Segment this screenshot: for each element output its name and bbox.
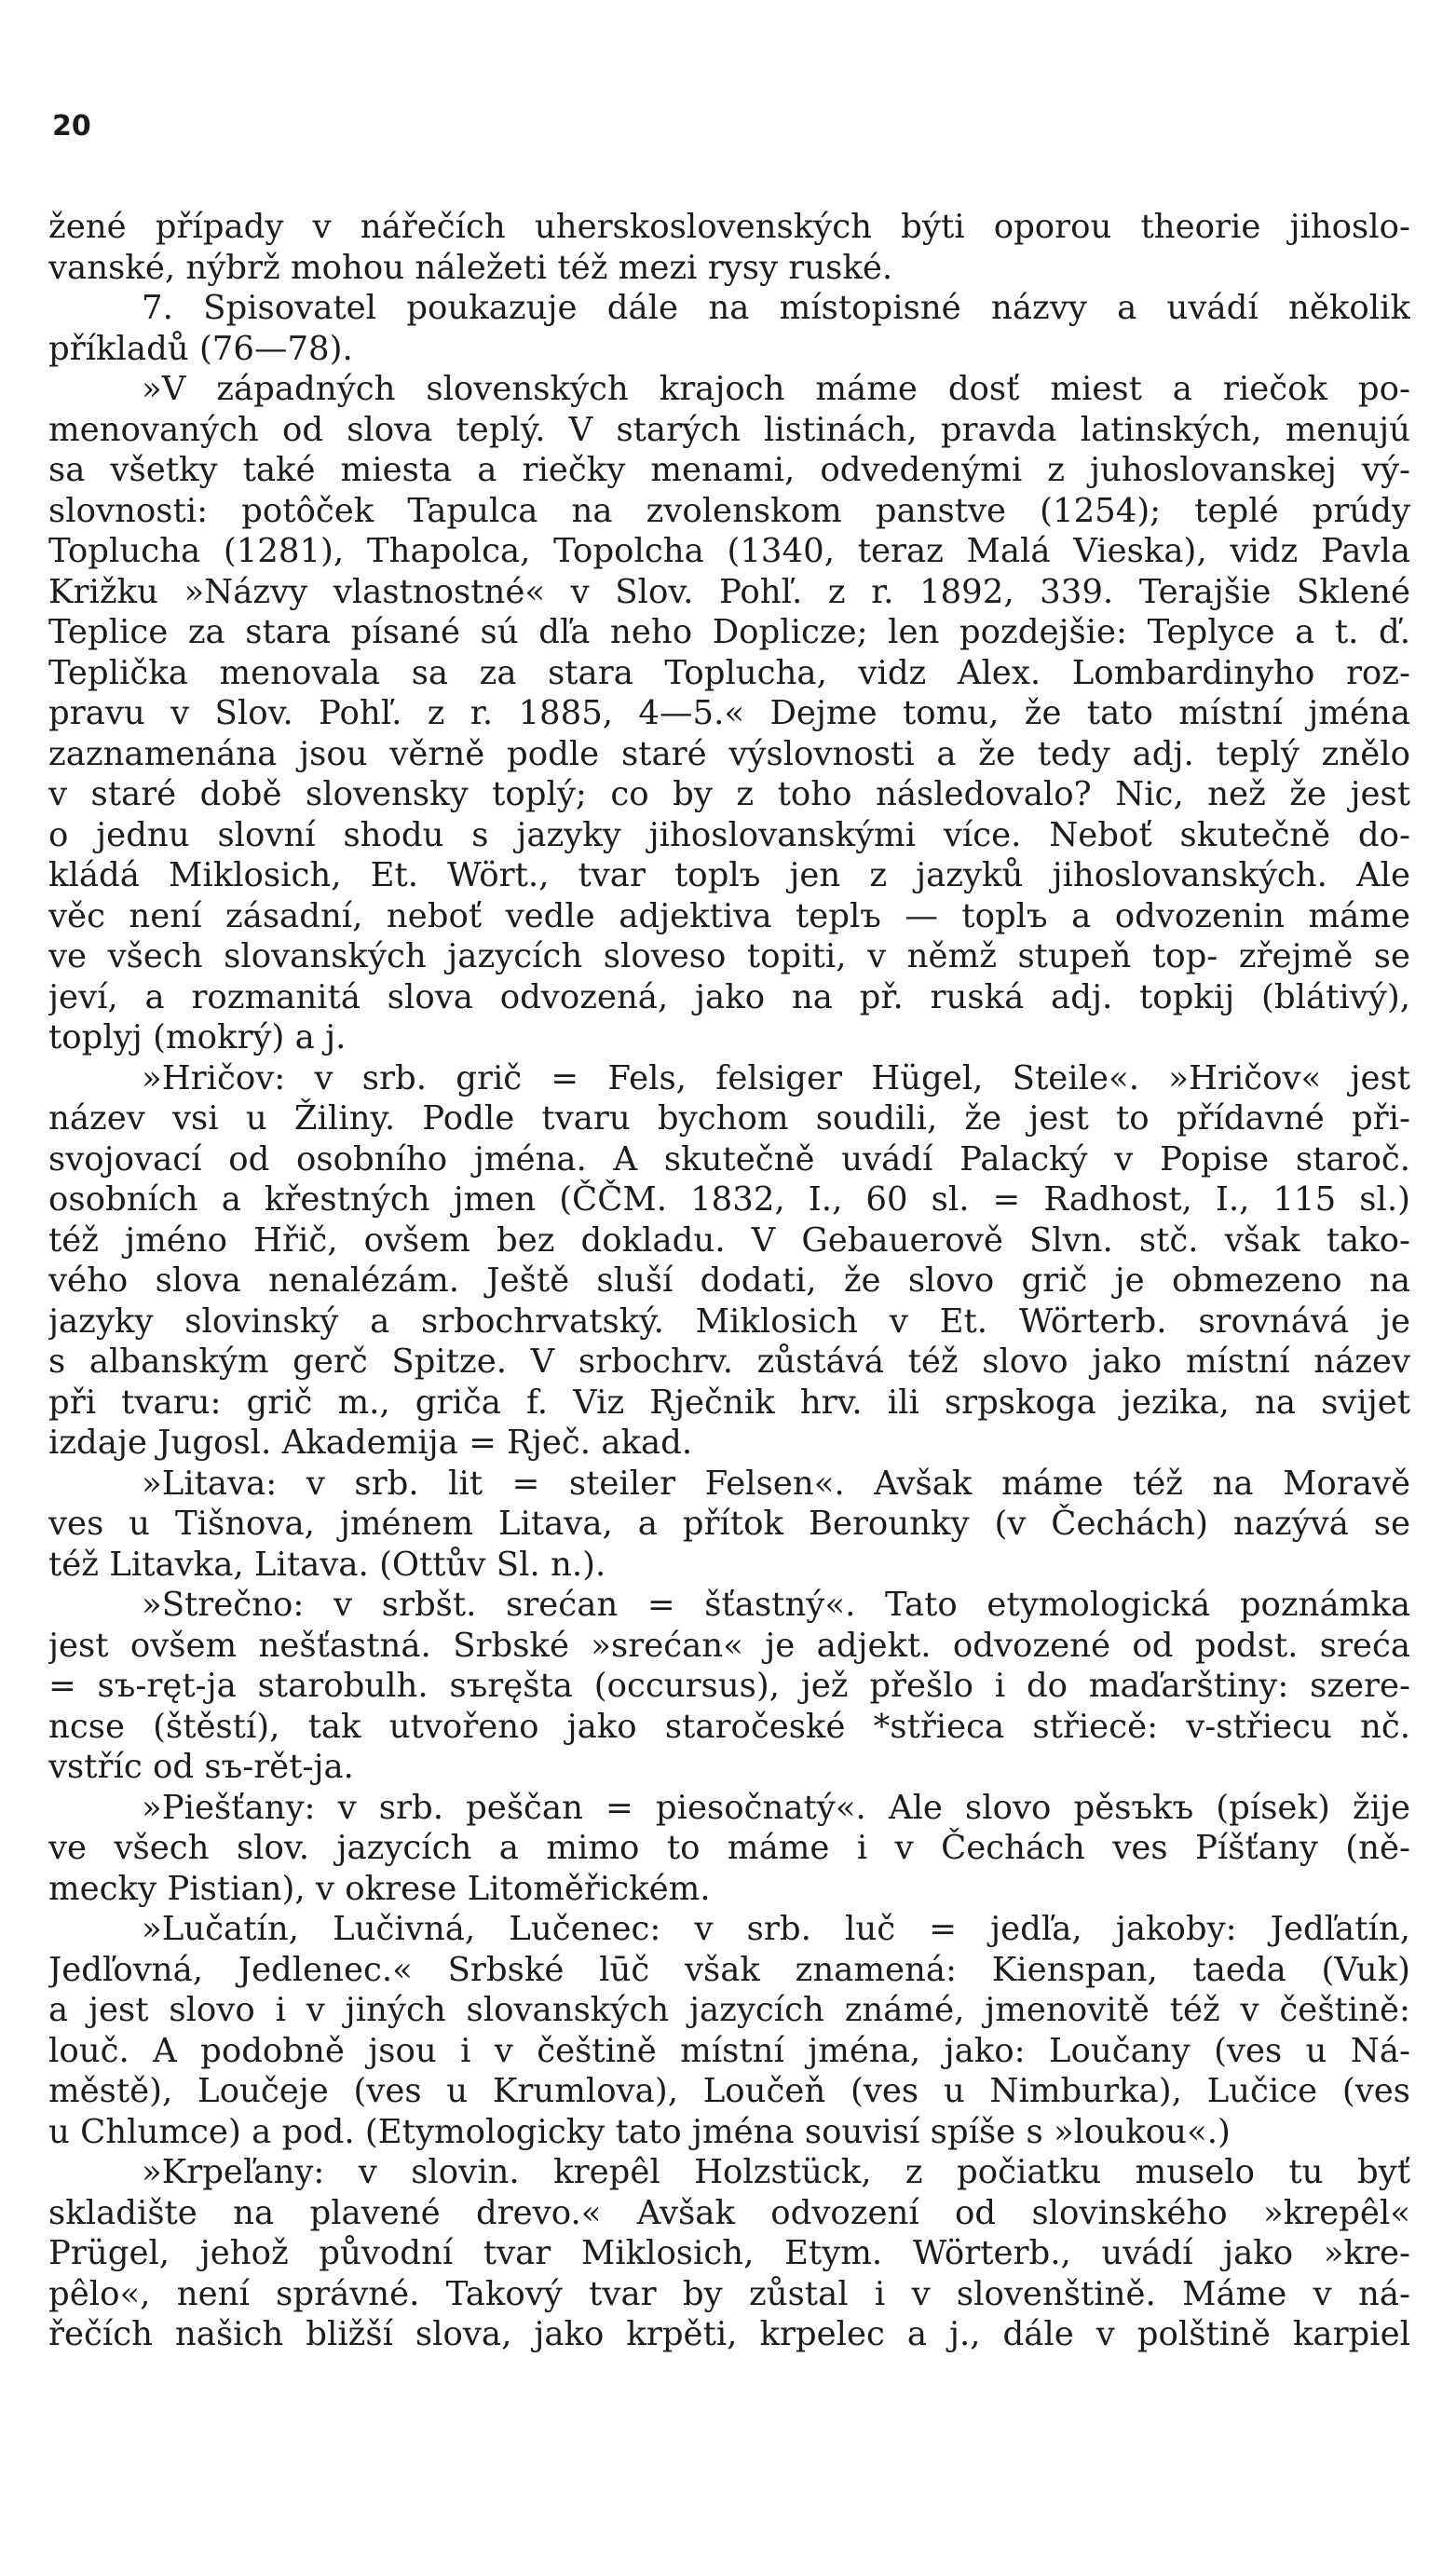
text-line: s albanským gerč Spitze. V srbochrv. zůstává též slovo jako místní název [48, 1342, 1410, 1381]
text-line: řečích našich bližší slova, jako krpěti, krpelec a j., dále v polštině karpiel [48, 2315, 1410, 2353]
text-line: menovaných od slova teplý. V starých listinách, pravda latinských, menujú [48, 410, 1410, 449]
text-line: u Chlumce) a pod. (Etymologicky tato jména souvisí spíše s »loukou«.) [48, 2112, 1231, 2151]
text-line: ve všech slov. jazycích a mimo to máme i v Čechách ves Píšťany (ně- [48, 1829, 1410, 1867]
text-line: pêlo«, není správné. Takový tvar by zůstal i v slovenštině. Máme v ná- [48, 2274, 1410, 2313]
text-line: skladište na plavené drevo.« Avšak odvození od slovinského »krepêl« [48, 2193, 1410, 2232]
text-line: žené případy v nářečích uherskoslovenských býti oporou theorie jihoslo- [48, 208, 1410, 246]
text-line: slovnosti: potôček Tapulca na zvolenskom panstve (1254); teplé prúdy [48, 491, 1410, 530]
text-line: »V západných slovenských krajoch máme dosť miest a riečok po- [142, 370, 1410, 408]
text-line: »Litava: v srb. lit = steiler Felsen«. Avšak máme též na Moravě [142, 1464, 1410, 1503]
text-line: »Lučatín, Lučivná, Lučenec: v srb. luč = jedľa, jakoby: Jedľatín, [142, 1910, 1410, 1948]
text-line: název vsi u Žiliny. Podle tvaru bychom soudili, že jest to přídavné při- [48, 1099, 1410, 1138]
text-line: jeví, a rozmanitá slova odvozená, jako na př. ruská adj. topkij (blátivý), [48, 977, 1410, 1016]
text-line: jest ovšem nešťastná. Srbské »srećan« je adjekt. odvozené od podst. sreća [48, 1626, 1410, 1665]
text-line: při tvaru: grič m., griča f. Viz Rječnik hrv. ili srpskoga jezika, na svijet [48, 1383, 1410, 1422]
text-line: v staré době slovensky toplý; co by z toho následovalo? Nic, než že jest [48, 775, 1410, 813]
text-line: městě), Loučeje (ves u Krumlova), Loučeň (ves u Nimburka), Lučice (ves [48, 2072, 1410, 2110]
text-line: ve všech slovanských jazycích sloveso topiti, v němž stupeň top- zřejmě se [48, 937, 1410, 975]
text-line: Teplička menovala sa za stara Toplucha, vidz Alex. Lombardinyho roz- [48, 653, 1410, 692]
text-line: Teplice za stara písané sú dľa neho Doplicze; len pozdejšie: Teplyce a t. ď. [48, 613, 1410, 651]
text-line: vanské, nýbrž mohou náležeti též mezi rysy ruské. [48, 248, 893, 287]
text-line: Jedľovná, Jedlenec.« Srbské lūč však znamená: Kienspan, taeda (Vuk) [48, 1950, 1410, 1989]
text-line: ves u Tišnova, jménem Litava, a přítok Berounky (v Čechách) nazývá se [48, 1505, 1410, 1543]
text-line: = sъ-ręt-ja starobulh. sъręšta (occursus), jež přešlo i do maďarštiny: szere- [48, 1667, 1410, 1705]
text-line: též jméno Hřič, ovšem bez dokladu. V Gebauerově Slvn. stč. však tako- [48, 1220, 1410, 1260]
text-line: »Strečno: v srbšt. srećan = šťastný«. Tato etymologická poznámka [142, 1586, 1410, 1624]
text-line: louč. A podobně jsou i v češtině místní jména, jako: Loučany (ves u Ná- [48, 2031, 1410, 2070]
text-line: a jest slovo i v jiných slovanských jazycích známé, jmenovitě též v češtině: [48, 1991, 1410, 2029]
text-line: pravu v Slov. Pohľ. z r. 1885, 4—5.« Dejme tomu, že tato místní jména [48, 694, 1410, 732]
text-line: věc není zásadní, neboť vedle adjektiva teplъ — toplъ a odvozenin máme [48, 896, 1410, 935]
text-line: jazyky slovinský a srbochrvatský. Miklosich v Et. Wörterb. srovnává je [48, 1301, 1410, 1341]
text-line: sa všetky také miesta a riečky menami, odvedenými z juhoslovanskej vý- [48, 451, 1410, 489]
text-line: Križku »Názvy vlastnostné« v Slov. Pohľ. z r. 1892, 339. Terajšie Sklené [48, 572, 1410, 611]
text-line: kládá Miklosich, Et. Wört., tvar toplъ jen z jazyků jihoslovanských. Ale [48, 856, 1410, 894]
text-line: osobních a křestných jmen (ČČM. 1832, I., 60 sl. = Radhost, I., 115 sl.) [48, 1180, 1410, 1219]
text-line: 7. Spisovatel poukazuje dále na místopisné názvy a uvádí několik [142, 289, 1410, 327]
text-line: ncse (štěstí), tak utvořeno jako staročeské *střieca střiecě: v-střiecu nč. [48, 1707, 1410, 1746]
text-line: svojovací od osobního jména. A skutečně uvádí Palacký v Popise staroč. [48, 1139, 1410, 1179]
text-line: Toplucha (1281), Thapolca, Topolcha (1340, teraz Malá Vieska), vidz Pavla [48, 532, 1410, 570]
text-line: »Krpeľany: v slovin. krepêl Holzstück, z počiatku muselo tu byť [142, 2153, 1410, 2191]
text-line: příkladů (76—78). [48, 329, 353, 368]
page-number: 20 [52, 110, 91, 143]
text-line: toplyj (mokrý) a j. [48, 1018, 347, 1056]
text-line: »Hričov: v srb. grič = Fels, felsiger Hügel, Steile«. »Hričov« jest [142, 1058, 1410, 1097]
text-line: mecky Pistian), v okrese Litoměřickém. [48, 1869, 711, 1908]
text-line: o jednu slovní shodu s jazyky jihoslovanskými více. Neboť skutečně do- [48, 815, 1410, 854]
body-text [48, 207, 1410, 2355]
text-line: »Piešťany: v srb. peščan = piesočnatý«. Ale slovo pěsъkъ (písek) žije [142, 1788, 1410, 1827]
text-line: zaznamenána jsou věrně podle staré výslovnosti a že tedy adj. teplý znělo [48, 734, 1410, 773]
text-line: Prügel, jehož původní tvar Miklosich, Etym. Wörterb., uvádí jako »kre- [48, 2234, 1410, 2272]
text-line: vého slova nenalézám. Ještě sluší dodati, že slovo grič je obmezeno na [48, 1261, 1410, 1300]
text-line: vstříc od sъ-rět-ja. [48, 1748, 354, 1786]
text-line: též Litavka, Litava. (Ottův Sl. n.). [48, 1545, 606, 1584]
text-line: izdaje Jugosl. Akademija = Rječ. akad. [48, 1424, 693, 1462]
